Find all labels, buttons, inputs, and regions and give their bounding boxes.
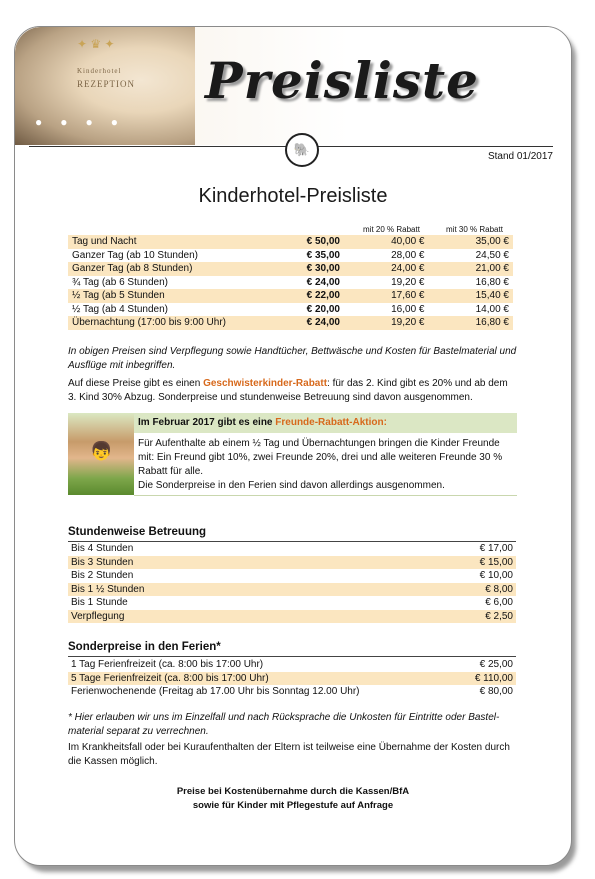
col-header-20: mit 20 % Rabatt	[363, 225, 420, 234]
list-item	[68, 542, 516, 556]
illness-note: Im Krankheitsfall oder bei Kuraufenthalten der Eltern ist teilweise eine Übernahme der Kosten durch die Kassen möglich.	[68, 742, 510, 767]
included-note: In obigen Preisen sind Verpflegung sowie Handtücher, Bettwäsche und Kosten für Bastelmaterial und Ausflüge mit inbegriffen.	[68, 346, 517, 371]
price-row-label: Tag und Nacht	[68, 235, 276, 249]
promo-head-pre: Im Februar 2017 gibt es eine	[138, 417, 276, 428]
hourly-title: Stundenweise Betreuung	[68, 526, 207, 538]
price-row-30: 21,00 €	[429, 262, 514, 276]
price-row-20: 28,00 €	[391, 249, 425, 261]
price-table	[68, 235, 513, 330]
price-row-price: € 22,00	[276, 289, 344, 303]
price-row	[68, 303, 513, 317]
list-item	[68, 658, 516, 672]
price-row-20: 16,00 €	[391, 303, 425, 315]
price-row-label: Ganzer Tag (ab 8 Stunden)	[68, 262, 276, 276]
list-item-price: € 25,00	[479, 659, 513, 671]
photo-reception-text: REZEPTION	[77, 79, 135, 89]
price-row	[68, 235, 513, 249]
price-row-20: 24,00 €	[344, 262, 429, 276]
list-item	[68, 583, 516, 597]
list-item-label: Ferienwochenende (Freitag ab 17.00 Uhr bis Sonntag 12.00 Uhr)	[71, 686, 360, 698]
hourly-table	[68, 542, 516, 623]
sibling-post: : für das 2. Kind gibt es 20% und ab dem 3. Kind 30% Abzug. Sonderpreise und stundenweise Betreuung sind davon ausgenommen.	[68, 378, 508, 403]
price-row-label: Ganzer Tag (ab 10 Stunden)	[72, 249, 199, 261]
lamps-decoration: ●●●●	[35, 115, 136, 129]
price-row-price: € 35,00	[306, 249, 340, 261]
stand-date: Stand 01/2017	[487, 151, 553, 162]
list-item-price: € 17,00	[479, 543, 513, 555]
price-row-label: ½ Tag (ab 5 Stunden	[68, 289, 276, 303]
promo-underline	[134, 495, 517, 496]
price-row	[68, 289, 513, 303]
price-row-30: 16,80 €	[429, 316, 514, 330]
promo-body-text: Für Aufenthalte ab einem ½ Tag und Übernachtungen bringen die Kinder Freunde mit: Ein Freund gibt 10%, zwei Freunde 20%, drei und alle weiteren Freunde 30 % Rabatt für alle.	[138, 438, 503, 477]
holiday-table	[68, 658, 516, 699]
list-item	[68, 672, 516, 686]
price-row-30: 15,40 €	[429, 289, 514, 303]
promo-head-highlight: Freunde-Rabatt-Aktion:	[275, 417, 387, 428]
list-item-price: € 6,00	[485, 597, 513, 609]
promo-body-text-2: Die Sonderpreise in den Ferien sind davon allerdings ausgenommen.	[138, 480, 445, 491]
list-item-label: Bis 2 Stunden	[71, 570, 134, 582]
price-row-price: € 30,00	[276, 262, 344, 276]
list-item-label: Bis 4 Stunden	[71, 543, 134, 555]
list-item-price: € 8,00	[367, 583, 516, 597]
holiday-rule	[68, 656, 516, 657]
page-title: Kinderhotel-Preisliste	[198, 185, 388, 207]
col-header-30: mit 30 % Rabatt	[446, 225, 503, 234]
promo-heading	[134, 413, 517, 433]
price-sheet	[14, 26, 572, 866]
price-row-20: 19,20 €	[391, 276, 425, 288]
list-item	[68, 610, 516, 624]
price-row-20: 40,00 €	[344, 235, 429, 249]
price-row-price: € 50,00	[276, 235, 344, 249]
price-row-label: ½ Tag (ab 4 Stunden)	[72, 303, 168, 315]
price-row-30: 24,50 €	[475, 249, 509, 261]
price-row-30: 14,00 €	[475, 303, 509, 315]
sibling-discount-text	[68, 377, 518, 405]
price-row-price: € 24,00	[306, 276, 340, 288]
list-item	[68, 556, 516, 570]
price-row-20: 19,20 €	[344, 316, 429, 330]
footer-line-2: sowie für Kinder mit Pflegestufe auf Anfrage	[192, 800, 394, 811]
list-item-label: Bis 3 Stunden	[68, 556, 367, 570]
hotel-logo-icon: 🐘	[285, 133, 319, 167]
footer-note	[15, 785, 571, 813]
price-row-price: € 20,00	[306, 303, 340, 315]
sibling-highlight: Geschwisterkinder-Rabatt	[203, 378, 328, 389]
sibling-pre: Auf diese Preise gibt es einen	[68, 378, 204, 389]
footnote: * Hier erlauben wir uns im Einzelfall und nach Rücksprache die Unkosten für Eintritte oder Bastelmaterial separat zu verrechnen.	[68, 712, 500, 737]
price-row	[68, 276, 513, 290]
list-item-label: Verpflegung	[68, 610, 367, 624]
price-row-label: Übernachtung (17:00 bis 9:00 Uhr)	[68, 316, 276, 330]
list-item-price: € 10,00	[479, 570, 513, 582]
price-row-20: 17,60 €	[344, 289, 429, 303]
list-item-label: Bis 1 ½ Stunden	[68, 583, 367, 597]
crown-stars-icon: ✦ ♛ ✦	[77, 37, 115, 51]
list-item	[68, 569, 516, 583]
price-row	[68, 316, 513, 330]
price-row	[68, 262, 513, 276]
list-item-label: Bis 1 Stunde	[71, 597, 128, 609]
price-row-label: ¾ Tag (ab 6 Stunden)	[72, 276, 168, 288]
list-item	[68, 596, 516, 610]
list-item-price: € 80,00	[479, 686, 513, 698]
list-item-price: € 2,50	[367, 610, 516, 624]
list-item-price: € 110,00	[458, 672, 516, 686]
script-title: Preisliste	[205, 51, 479, 110]
price-row-30: 16,80 €	[475, 276, 509, 288]
list-item-price: € 15,00	[367, 556, 516, 570]
footer-line-1: Preise bei Kostenübernahme durch die Kassen/BfA	[176, 786, 410, 797]
list-item-label: 1 Tag Ferienfreizeit (ca. 8:00 bis 17:00 Uhr)	[71, 659, 264, 671]
holiday-title: Sonderpreise in den Ferien*	[68, 641, 221, 653]
price-row	[68, 249, 513, 263]
price-row-30: 35,00 €	[429, 235, 514, 249]
header-banner	[15, 27, 571, 145]
promo-body	[138, 437, 516, 493]
reception-photo	[15, 27, 195, 145]
list-item-label: 5 Tage Ferienfreizeit (ca. 8:00 bis 17:00 Uhr)	[68, 672, 458, 686]
photo-small-text: Kinderhotel	[77, 67, 122, 75]
list-item	[68, 685, 516, 699]
children-photo: 👦	[68, 413, 134, 495]
price-row-price: € 24,00	[276, 316, 344, 330]
